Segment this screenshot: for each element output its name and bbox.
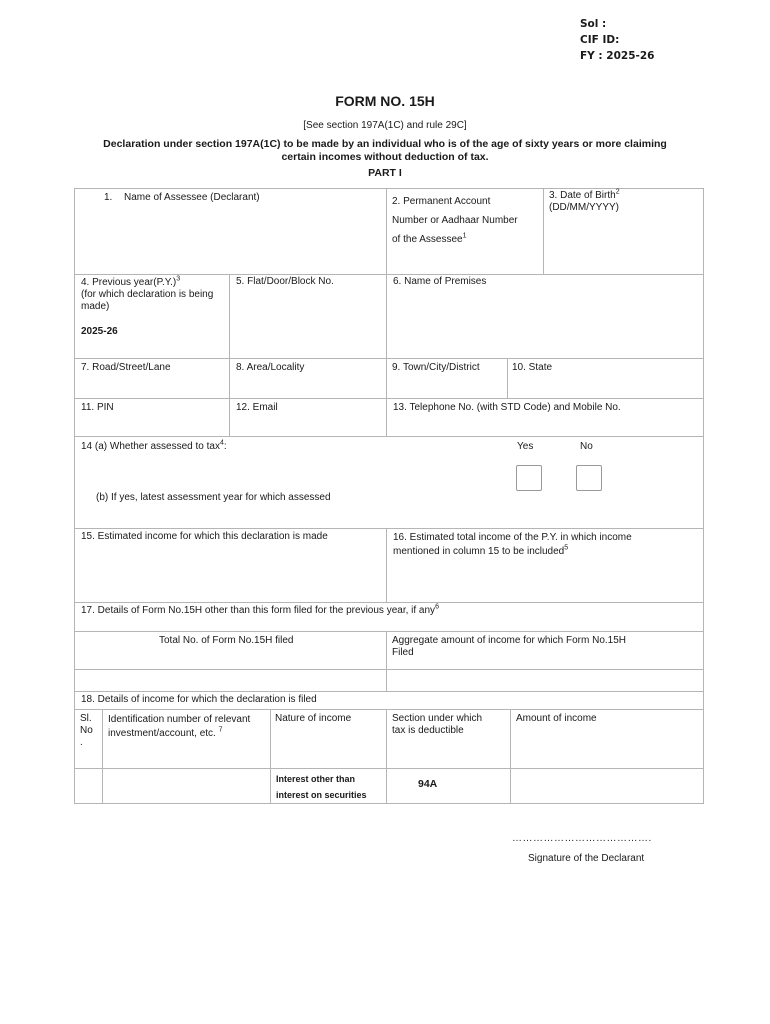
field-2-line1: 2. Permanent Account xyxy=(392,196,491,207)
field-4-previous-year xyxy=(81,277,213,313)
grid-line xyxy=(74,274,386,275)
grid-line xyxy=(74,803,704,804)
grid-line xyxy=(543,188,544,274)
col-id-line1: Identification number of relevant xyxy=(108,714,251,725)
col-sl-no-header xyxy=(80,713,93,749)
field-1-name-of-assessee: Name of Assessee (Declarant) xyxy=(124,192,260,203)
field-17-text: 17. Details of Form No.15H other than this form filed for the previous year, if any xyxy=(81,605,436,616)
field-3-date-of-birth xyxy=(549,190,620,214)
field-7-road-street: 7. Road/Street/Lane xyxy=(81,362,171,373)
footnote-5: 5 xyxy=(564,544,569,552)
field-1-number: 1. xyxy=(104,192,113,203)
field-4-line2: (for which declaration is being xyxy=(81,289,214,300)
field-11-pin: 11. PIN xyxy=(81,402,114,413)
grid-line xyxy=(386,709,387,803)
yes-checkbox[interactable] xyxy=(516,465,542,491)
field-13-telephone: 13. Telephone No. (with STD Code) and Mobile No. xyxy=(393,402,621,413)
grid-line xyxy=(74,602,704,603)
footnote-4: 4 xyxy=(219,439,224,447)
grid-line xyxy=(386,631,387,691)
grid-line xyxy=(74,188,704,189)
col-section-line1: Section under which xyxy=(392,713,483,724)
grid-line xyxy=(74,188,75,803)
declaration-heading: Declaration under section 197A(1C) to be made by an individual who is of the age of sixty years or more claiming certain incomes without deduction of tax. xyxy=(103,138,667,163)
col-section-line2: tax is deductible xyxy=(392,725,464,736)
field-3-line2: (DD/MM/YYYY) xyxy=(549,202,619,213)
cif-label: CIF ID: xyxy=(580,34,620,46)
field-16-estimated-total-income xyxy=(393,531,632,559)
grid-line xyxy=(74,358,704,359)
col-id-line2-text: investment/account, etc. xyxy=(108,728,216,739)
part-heading: PART I xyxy=(368,167,402,179)
signature-label: Signature of the Declarant xyxy=(528,853,645,864)
form-subtitle: [See section 197A(1C) and rule 29C] xyxy=(303,120,467,131)
field-2-line2: Number or Aadhaar Number xyxy=(392,215,518,226)
sol-label: Sol : xyxy=(580,18,607,30)
col-section-header xyxy=(392,713,482,737)
row-nature-line2: interest on securities xyxy=(276,790,367,800)
row-nature-of-income xyxy=(276,771,367,803)
field-4-line3: made) xyxy=(81,301,110,312)
field-2-line3 xyxy=(392,230,518,249)
field-9-town-city: 9. Town/City/District xyxy=(392,362,480,373)
row-section-value: 94A xyxy=(418,778,438,790)
col-sl-line1: Sl. xyxy=(80,713,92,724)
grid-line xyxy=(510,709,511,803)
field-14b-assessment-year: (b) If yes, latest assessment year for which assessed xyxy=(96,492,331,503)
no-checkbox[interactable] xyxy=(576,465,602,491)
grid-line xyxy=(102,709,103,803)
col-sl-line3: . xyxy=(80,737,83,748)
field-16-line2-text: mentioned in column 15 to be included xyxy=(393,546,565,557)
grid-line xyxy=(74,528,704,529)
field-4-value: 2025-26 xyxy=(81,326,118,337)
field-17-aggregate-header xyxy=(392,635,626,659)
field-14a-colon: : xyxy=(223,441,227,452)
field-16-line2 xyxy=(393,545,632,559)
grid-line xyxy=(507,358,508,398)
field-10-state: 10. State xyxy=(512,362,553,373)
field-14a-assessed-to-tax xyxy=(81,441,227,453)
grid-line xyxy=(74,436,704,437)
grid-line xyxy=(74,709,704,710)
grid-line xyxy=(74,398,704,399)
field-12-email: 12. Email xyxy=(236,402,278,413)
fy-label: FY : 2025-26 xyxy=(580,50,655,62)
no-label: No xyxy=(580,441,593,452)
field-15-estimated-income: 15. Estimated income for which this declaration is made xyxy=(81,531,328,542)
footnote-3: 3 xyxy=(176,275,181,283)
grid-line xyxy=(386,528,387,602)
field-2-line3-text: of the Assessee xyxy=(392,234,463,245)
field-4-line1 xyxy=(81,277,213,289)
signature-line: …………………………………. xyxy=(512,833,652,844)
grid-line xyxy=(74,691,704,692)
grid-line xyxy=(703,188,704,803)
col-nature-header: Nature of income xyxy=(275,713,352,724)
field-16-line1: 16. Estimated total income of the P.Y. in which income xyxy=(393,532,632,543)
grid-line xyxy=(386,358,387,436)
field-18-income-details: 18. Details of income for which the declaration is filed xyxy=(81,694,317,705)
row-nature-line1: Interest other than xyxy=(276,774,356,784)
field-4-line1-text: 4. Previous year(P.Y.) xyxy=(81,277,177,288)
grid-line xyxy=(386,274,703,275)
grid-line xyxy=(270,709,271,803)
field-17-col2-line1: Aggregate amount of income for which Form No.15H xyxy=(392,635,626,646)
grid-line xyxy=(74,669,704,670)
footnote-6: 6 xyxy=(435,603,439,611)
field-17-previous-forms xyxy=(81,605,439,617)
footnote-1: 1 xyxy=(462,232,467,240)
col-amount-header: Amount of income xyxy=(516,713,597,724)
footnote-2: 2 xyxy=(615,188,620,196)
field-5-flat-door-block: 5. Flat/Door/Block No. xyxy=(236,276,334,287)
field-17-total-forms-header: Total No. of Form No.15H filed xyxy=(159,635,294,646)
grid-line xyxy=(229,274,230,436)
grid-line xyxy=(74,631,704,632)
col-id-line2 xyxy=(108,727,250,741)
footnote-7: 7 xyxy=(218,726,223,734)
grid-line xyxy=(386,188,387,358)
col-sl-line2: No xyxy=(80,725,93,736)
field-3-line1 xyxy=(549,190,620,202)
field-17-col2-line2: Filed xyxy=(392,647,414,658)
grid-line xyxy=(74,768,704,769)
form-title: FORM NO. 15H xyxy=(335,93,435,109)
yes-label: Yes xyxy=(517,441,534,452)
field-2-pan-aadhaar xyxy=(392,192,518,249)
header-meta xyxy=(580,16,654,64)
col-identification-header xyxy=(108,713,250,741)
field-6-name-of-premises: 6. Name of Premises xyxy=(393,276,487,287)
field-14a-text: 14 (a) Whether assessed to tax xyxy=(81,441,220,452)
field-3-line1-text: 3. Date of Birth xyxy=(549,190,616,201)
field-8-area-locality: 8. Area/Locality xyxy=(236,362,305,373)
